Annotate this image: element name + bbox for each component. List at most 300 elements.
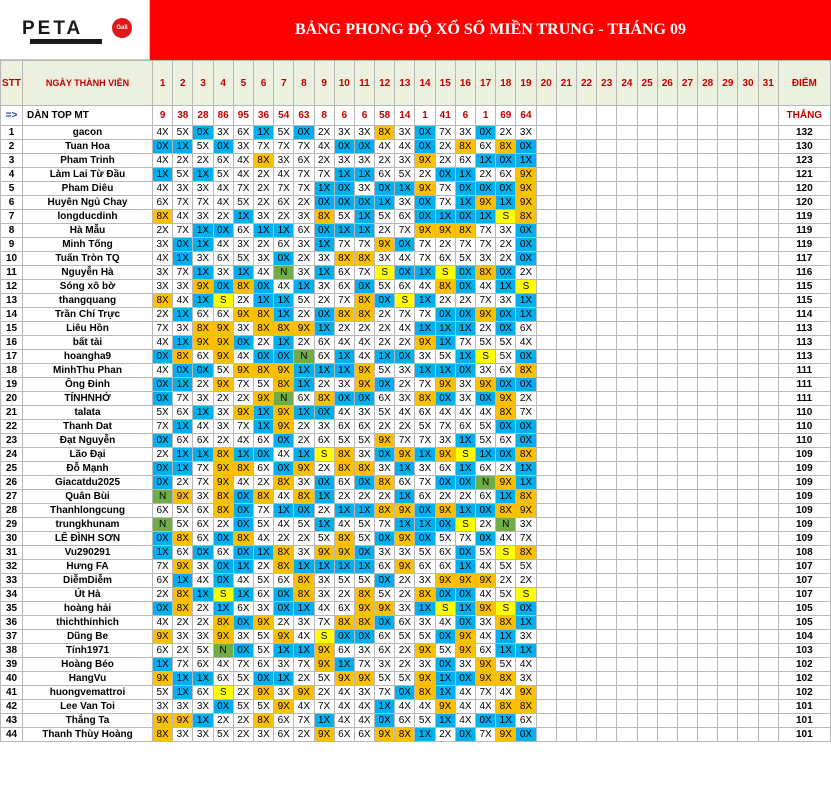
result-cell[interactable]: 9X bbox=[516, 182, 536, 196]
result-cell[interactable]: 8X bbox=[375, 476, 395, 490]
top-value[interactable]: 54 bbox=[274, 106, 294, 126]
result-cell[interactable]: 1X bbox=[334, 658, 354, 672]
result-cell[interactable]: 1X bbox=[375, 196, 395, 210]
result-cell[interactable]: 1X bbox=[395, 462, 415, 476]
result-cell[interactable] bbox=[677, 252, 697, 266]
result-cell[interactable] bbox=[556, 574, 576, 588]
result-cell[interactable] bbox=[576, 182, 596, 196]
result-cell[interactable] bbox=[738, 448, 758, 462]
result-cell[interactable] bbox=[597, 392, 617, 406]
result-cell[interactable] bbox=[738, 462, 758, 476]
result-cell[interactable] bbox=[617, 140, 637, 154]
result-cell[interactable]: 0X bbox=[435, 168, 455, 182]
result-cell[interactable]: 0X bbox=[253, 350, 273, 364]
result-cell[interactable] bbox=[617, 644, 637, 658]
result-cell[interactable]: 6X bbox=[496, 434, 516, 448]
result-cell[interactable] bbox=[576, 560, 596, 574]
result-cell[interactable]: 7X bbox=[415, 434, 435, 448]
result-cell[interactable]: 0X bbox=[516, 224, 536, 238]
result-cell[interactable] bbox=[556, 728, 576, 742]
result-cell[interactable] bbox=[657, 196, 677, 210]
result-cell[interactable]: 2X bbox=[294, 728, 314, 742]
result-cell[interactable] bbox=[698, 714, 718, 728]
result-cell[interactable]: 7X bbox=[193, 196, 213, 210]
result-cell[interactable]: 4X bbox=[274, 490, 294, 504]
result-cell[interactable]: 4X bbox=[173, 294, 193, 308]
result-cell[interactable] bbox=[657, 602, 677, 616]
result-cell[interactable]: 5X bbox=[375, 672, 395, 686]
result-cell[interactable]: 9X bbox=[314, 658, 334, 672]
header-day[interactable]: 13 bbox=[395, 61, 415, 106]
result-cell[interactable]: 3X bbox=[415, 616, 435, 630]
result-cell[interactable]: 9X bbox=[213, 350, 233, 364]
result-cell[interactable]: 8X bbox=[496, 616, 516, 630]
result-cell[interactable] bbox=[556, 434, 576, 448]
result-cell[interactable] bbox=[718, 224, 738, 238]
result-cell[interactable] bbox=[738, 350, 758, 364]
result-cell[interactable]: 0X bbox=[153, 602, 173, 616]
result-cell[interactable]: 6X bbox=[153, 196, 173, 210]
result-cell[interactable]: 5X bbox=[435, 532, 455, 546]
result-cell[interactable]: 4X bbox=[274, 168, 294, 182]
result-cell[interactable]: 1X bbox=[455, 196, 475, 210]
result-cell[interactable]: 4X bbox=[334, 336, 354, 350]
top-value[interactable]: 14 bbox=[395, 106, 415, 126]
result-cell[interactable]: N bbox=[153, 518, 173, 532]
result-cell[interactable]: 1X bbox=[455, 602, 475, 616]
result-cell[interactable]: 4X bbox=[153, 126, 173, 140]
header-day[interactable]: 5 bbox=[233, 61, 253, 106]
result-cell[interactable]: 2X bbox=[213, 392, 233, 406]
header-day[interactable]: 19 bbox=[516, 61, 536, 106]
header-day[interactable]: 14 bbox=[415, 61, 435, 106]
result-cell[interactable]: 4X bbox=[354, 336, 374, 350]
result-cell[interactable] bbox=[637, 602, 657, 616]
result-cell[interactable] bbox=[738, 392, 758, 406]
result-cell[interactable]: 7X bbox=[233, 420, 253, 434]
result-cell[interactable]: 0X bbox=[213, 224, 233, 238]
result-cell[interactable] bbox=[718, 532, 738, 546]
result-cell[interactable] bbox=[556, 336, 576, 350]
result-cell[interactable] bbox=[556, 126, 576, 140]
result-cell[interactable] bbox=[576, 518, 596, 532]
result-cell[interactable] bbox=[576, 546, 596, 560]
result-cell[interactable] bbox=[758, 518, 778, 532]
result-cell[interactable]: 2X bbox=[395, 378, 415, 392]
result-cell[interactable]: 0X bbox=[274, 588, 294, 602]
result-cell[interactable] bbox=[536, 308, 556, 322]
result-cell[interactable] bbox=[698, 658, 718, 672]
result-cell[interactable]: 6X bbox=[435, 560, 455, 574]
row-stt[interactable]: 20 bbox=[1, 392, 23, 406]
result-cell[interactable]: 3X bbox=[314, 420, 334, 434]
result-cell[interactable] bbox=[556, 364, 576, 378]
result-cell[interactable] bbox=[637, 616, 657, 630]
result-cell[interactable]: S bbox=[213, 686, 233, 700]
result-cell[interactable] bbox=[718, 462, 738, 476]
result-cell[interactable] bbox=[556, 644, 576, 658]
result-cell[interactable]: 1X bbox=[516, 294, 536, 308]
result-cell[interactable]: 8X bbox=[173, 350, 193, 364]
result-cell[interactable]: 0X bbox=[516, 252, 536, 266]
result-cell[interactable]: 9X bbox=[516, 686, 536, 700]
result-cell[interactable] bbox=[758, 252, 778, 266]
result-cell[interactable]: 6X bbox=[516, 714, 536, 728]
result-cell[interactable]: 9X bbox=[476, 378, 496, 392]
result-cell[interactable]: 0X bbox=[193, 546, 213, 560]
result-cell[interactable]: 4X bbox=[233, 168, 253, 182]
result-cell[interactable]: 1X bbox=[173, 448, 193, 462]
result-cell[interactable]: 3X bbox=[516, 126, 536, 140]
result-cell[interactable] bbox=[677, 658, 697, 672]
result-cell[interactable]: 6X bbox=[193, 434, 213, 448]
result-cell[interactable]: 6X bbox=[334, 728, 354, 742]
result-cell[interactable] bbox=[677, 546, 697, 560]
result-cell[interactable] bbox=[576, 714, 596, 728]
result-cell[interactable]: 2X bbox=[314, 462, 334, 476]
row-member-name[interactable]: Huyên Ngủ Chay bbox=[23, 196, 153, 210]
result-cell[interactable]: 6X bbox=[496, 364, 516, 378]
result-cell[interactable]: 1X bbox=[395, 518, 415, 532]
result-cell[interactable]: S bbox=[496, 602, 516, 616]
result-cell[interactable]: 8X bbox=[516, 546, 536, 560]
result-cell[interactable]: 8X bbox=[354, 294, 374, 308]
result-cell[interactable]: 2X bbox=[496, 238, 516, 252]
result-cell[interactable] bbox=[738, 224, 758, 238]
result-cell[interactable] bbox=[758, 546, 778, 560]
row-member-name[interactable]: hoàng hải bbox=[23, 602, 153, 616]
result-cell[interactable]: 9X bbox=[415, 224, 435, 238]
row-member-name[interactable]: Tính1971 bbox=[23, 644, 153, 658]
result-cell[interactable]: 0X bbox=[455, 280, 475, 294]
result-cell[interactable] bbox=[758, 448, 778, 462]
result-cell[interactable] bbox=[677, 616, 697, 630]
result-cell[interactable]: 9X bbox=[294, 686, 314, 700]
result-cell[interactable]: 6X bbox=[233, 126, 253, 140]
result-cell[interactable]: 7X bbox=[314, 616, 334, 630]
result-cell[interactable] bbox=[536, 490, 556, 504]
result-cell[interactable] bbox=[718, 196, 738, 210]
result-cell[interactable]: 7X bbox=[476, 238, 496, 252]
result-cell[interactable] bbox=[698, 560, 718, 574]
result-cell[interactable]: 9X bbox=[395, 560, 415, 574]
result-cell[interactable] bbox=[617, 210, 637, 224]
row-member-name[interactable]: trungkhunam bbox=[23, 518, 153, 532]
result-cell[interactable] bbox=[597, 182, 617, 196]
row-stt[interactable]: 38 bbox=[1, 644, 23, 658]
result-cell[interactable]: 3X bbox=[213, 420, 233, 434]
header-day[interactable]: 6 bbox=[253, 61, 273, 106]
result-cell[interactable]: 3X bbox=[294, 266, 314, 280]
result-cell[interactable]: 6X bbox=[253, 588, 273, 602]
result-cell[interactable]: 8X bbox=[334, 252, 354, 266]
result-cell[interactable] bbox=[657, 336, 677, 350]
result-cell[interactable] bbox=[677, 364, 697, 378]
result-cell[interactable] bbox=[576, 658, 596, 672]
result-cell[interactable]: 8X bbox=[193, 322, 213, 336]
result-cell[interactable]: 6X bbox=[253, 658, 273, 672]
result-cell[interactable] bbox=[698, 154, 718, 168]
result-cell[interactable] bbox=[718, 644, 738, 658]
result-cell[interactable]: 7X bbox=[435, 126, 455, 140]
result-cell[interactable] bbox=[698, 588, 718, 602]
result-cell[interactable]: 2X bbox=[294, 532, 314, 546]
result-cell[interactable] bbox=[657, 504, 677, 518]
result-cell[interactable]: 2X bbox=[314, 504, 334, 518]
result-cell[interactable] bbox=[576, 686, 596, 700]
result-cell[interactable]: 2X bbox=[395, 644, 415, 658]
result-cell[interactable] bbox=[617, 308, 637, 322]
result-cell[interactable]: 3X bbox=[253, 210, 273, 224]
result-cell[interactable] bbox=[677, 476, 697, 490]
result-cell[interactable]: 0X bbox=[496, 154, 516, 168]
result-cell[interactable] bbox=[597, 574, 617, 588]
row-stt[interactable]: 34 bbox=[1, 588, 23, 602]
result-cell[interactable]: 4X bbox=[334, 686, 354, 700]
result-cell[interactable]: 0X bbox=[516, 728, 536, 742]
result-cell[interactable] bbox=[637, 252, 657, 266]
result-cell[interactable] bbox=[657, 280, 677, 294]
result-cell[interactable]: 5X bbox=[213, 364, 233, 378]
result-cell[interactable]: 9X bbox=[173, 714, 193, 728]
result-cell[interactable] bbox=[698, 700, 718, 714]
row-stt[interactable]: 24 bbox=[1, 448, 23, 462]
result-cell[interactable]: 2X bbox=[334, 322, 354, 336]
result-cell[interactable] bbox=[738, 182, 758, 196]
result-cell[interactable] bbox=[637, 294, 657, 308]
result-cell[interactable]: 7X bbox=[395, 308, 415, 322]
row-stt[interactable]: 39 bbox=[1, 658, 23, 672]
result-cell[interactable] bbox=[637, 490, 657, 504]
result-cell[interactable]: 5X bbox=[375, 406, 395, 420]
result-cell[interactable] bbox=[718, 630, 738, 644]
result-cell[interactable]: 8X bbox=[516, 700, 536, 714]
result-cell[interactable] bbox=[617, 168, 637, 182]
result-cell[interactable]: 3X bbox=[193, 700, 213, 714]
result-cell[interactable]: 9X bbox=[395, 532, 415, 546]
row-points[interactable]: 102 bbox=[778, 672, 830, 686]
result-cell[interactable]: 0X bbox=[354, 392, 374, 406]
result-cell[interactable] bbox=[597, 700, 617, 714]
result-cell[interactable]: 1X bbox=[253, 224, 273, 238]
result-cell[interactable]: 1X bbox=[516, 462, 536, 476]
result-cell[interactable]: 0X bbox=[314, 224, 334, 238]
result-cell[interactable]: 0X bbox=[415, 210, 435, 224]
top-value[interactable] bbox=[758, 106, 778, 126]
result-cell[interactable]: 2X bbox=[233, 728, 253, 742]
row-stt[interactable]: 32 bbox=[1, 560, 23, 574]
result-cell[interactable]: 1X bbox=[253, 126, 273, 140]
result-cell[interactable] bbox=[637, 630, 657, 644]
row-member-name[interactable]: Tuấn Tròn TQ bbox=[23, 252, 153, 266]
result-cell[interactable] bbox=[637, 406, 657, 420]
result-cell[interactable] bbox=[698, 238, 718, 252]
result-cell[interactable]: 6X bbox=[153, 574, 173, 588]
result-cell[interactable] bbox=[738, 658, 758, 672]
result-cell[interactable]: 6X bbox=[334, 280, 354, 294]
result-cell[interactable] bbox=[637, 392, 657, 406]
result-cell[interactable]: 1X bbox=[314, 560, 334, 574]
result-cell[interactable] bbox=[657, 462, 677, 476]
result-cell[interactable]: 0X bbox=[233, 504, 253, 518]
result-cell[interactable] bbox=[536, 196, 556, 210]
result-cell[interactable]: 0X bbox=[476, 504, 496, 518]
top-value[interactable]: 6 bbox=[354, 106, 374, 126]
result-cell[interactable] bbox=[617, 700, 637, 714]
result-cell[interactable]: 4X bbox=[173, 210, 193, 224]
row-member-name[interactable]: thichthinhich bbox=[23, 616, 153, 630]
result-cell[interactable]: 5X bbox=[274, 126, 294, 140]
result-cell[interactable]: 3X bbox=[193, 630, 213, 644]
header-day[interactable]: 15 bbox=[435, 61, 455, 106]
result-cell[interactable] bbox=[657, 294, 677, 308]
top-value[interactable]: 38 bbox=[173, 106, 193, 126]
result-cell[interactable]: 8X bbox=[274, 476, 294, 490]
row-points[interactable]: 130 bbox=[778, 140, 830, 154]
result-cell[interactable] bbox=[536, 406, 556, 420]
result-cell[interactable] bbox=[556, 350, 576, 364]
result-cell[interactable]: 2X bbox=[173, 154, 193, 168]
result-cell[interactable] bbox=[617, 602, 637, 616]
result-cell[interactable]: 7X bbox=[193, 476, 213, 490]
result-cell[interactable]: 3X bbox=[455, 392, 475, 406]
result-cell[interactable]: 8X bbox=[496, 406, 516, 420]
result-cell[interactable]: 0X bbox=[375, 714, 395, 728]
result-cell[interactable]: 6X bbox=[274, 196, 294, 210]
result-cell[interactable] bbox=[536, 252, 556, 266]
result-cell[interactable]: 2X bbox=[435, 154, 455, 168]
result-cell[interactable]: 2X bbox=[253, 168, 273, 182]
result-cell[interactable] bbox=[738, 420, 758, 434]
result-cell[interactable]: S bbox=[516, 588, 536, 602]
result-cell[interactable] bbox=[718, 294, 738, 308]
result-cell[interactable] bbox=[698, 294, 718, 308]
top-value[interactable] bbox=[698, 106, 718, 126]
result-cell[interactable]: 9X bbox=[274, 700, 294, 714]
result-cell[interactable] bbox=[657, 616, 677, 630]
result-cell[interactable]: 0X bbox=[455, 210, 475, 224]
result-cell[interactable]: 6X bbox=[294, 154, 314, 168]
top-value[interactable] bbox=[597, 106, 617, 126]
result-cell[interactable] bbox=[536, 574, 556, 588]
result-cell[interactable]: 5X bbox=[153, 406, 173, 420]
result-cell[interactable]: 5X bbox=[375, 280, 395, 294]
result-cell[interactable]: 6X bbox=[253, 462, 273, 476]
result-cell[interactable]: 9X bbox=[213, 336, 233, 350]
result-cell[interactable]: 4X bbox=[213, 658, 233, 672]
result-cell[interactable]: 5X bbox=[173, 126, 193, 140]
result-cell[interactable]: 2X bbox=[314, 378, 334, 392]
result-cell[interactable] bbox=[637, 196, 657, 210]
result-cell[interactable] bbox=[637, 574, 657, 588]
result-cell[interactable]: 3X bbox=[294, 210, 314, 224]
result-cell[interactable]: 4X bbox=[274, 280, 294, 294]
result-cell[interactable]: S bbox=[455, 518, 475, 532]
result-cell[interactable] bbox=[617, 196, 637, 210]
result-cell[interactable] bbox=[637, 686, 657, 700]
result-cell[interactable]: 1X bbox=[455, 168, 475, 182]
row-stt[interactable]: 5 bbox=[1, 182, 23, 196]
result-cell[interactable]: 7X bbox=[415, 378, 435, 392]
result-cell[interactable]: 6X bbox=[153, 504, 173, 518]
result-cell[interactable] bbox=[576, 392, 596, 406]
result-cell[interactable]: 3X bbox=[193, 252, 213, 266]
result-cell[interactable] bbox=[617, 504, 637, 518]
result-cell[interactable]: 4X bbox=[476, 630, 496, 644]
row-points[interactable]: 101 bbox=[778, 714, 830, 728]
row-stt[interactable]: 4 bbox=[1, 168, 23, 182]
result-cell[interactable] bbox=[758, 182, 778, 196]
result-cell[interactable] bbox=[536, 322, 556, 336]
result-cell[interactable] bbox=[657, 728, 677, 742]
result-cell[interactable]: 1X bbox=[496, 630, 516, 644]
result-cell[interactable]: 0X bbox=[213, 700, 233, 714]
result-cell[interactable] bbox=[556, 490, 576, 504]
result-cell[interactable]: 6X bbox=[213, 546, 233, 560]
top-value[interactable] bbox=[657, 106, 677, 126]
result-cell[interactable] bbox=[536, 504, 556, 518]
result-cell[interactable]: 1X bbox=[233, 210, 253, 224]
result-cell[interactable]: 7X bbox=[455, 532, 475, 546]
result-cell[interactable]: 2X bbox=[435, 490, 455, 504]
result-cell[interactable]: 1X bbox=[274, 644, 294, 658]
result-cell[interactable]: 1X bbox=[435, 336, 455, 350]
result-cell[interactable] bbox=[617, 714, 637, 728]
result-cell[interactable] bbox=[738, 196, 758, 210]
top-value[interactable] bbox=[738, 106, 758, 126]
result-cell[interactable] bbox=[677, 630, 697, 644]
result-cell[interactable] bbox=[738, 154, 758, 168]
result-cell[interactable] bbox=[718, 252, 738, 266]
result-cell[interactable] bbox=[556, 476, 576, 490]
result-cell[interactable] bbox=[698, 126, 718, 140]
header-day[interactable]: 7 bbox=[274, 61, 294, 106]
result-cell[interactable]: 5X bbox=[395, 672, 415, 686]
result-cell[interactable]: 1X bbox=[314, 182, 334, 196]
result-cell[interactable]: 1X bbox=[415, 364, 435, 378]
result-cell[interactable]: 7X bbox=[415, 308, 435, 322]
result-cell[interactable]: 5X bbox=[415, 630, 435, 644]
result-cell[interactable]: 6X bbox=[314, 336, 334, 350]
result-cell[interactable]: 1X bbox=[415, 602, 435, 616]
result-cell[interactable] bbox=[718, 560, 738, 574]
result-cell[interactable] bbox=[637, 518, 657, 532]
result-cell[interactable]: 0X bbox=[375, 182, 395, 196]
result-cell[interactable]: 1X bbox=[354, 560, 374, 574]
result-cell[interactable]: 9X bbox=[375, 238, 395, 252]
result-cell[interactable] bbox=[677, 308, 697, 322]
row-points[interactable]: 111 bbox=[778, 392, 830, 406]
result-cell[interactable]: 3X bbox=[375, 252, 395, 266]
result-cell[interactable]: 0X bbox=[274, 434, 294, 448]
result-cell[interactable]: 7X bbox=[153, 560, 173, 574]
result-cell[interactable]: 9X bbox=[193, 280, 213, 294]
result-cell[interactable]: 5X bbox=[294, 518, 314, 532]
result-cell[interactable]: 9X bbox=[435, 448, 455, 462]
result-cell[interactable]: 8X bbox=[375, 126, 395, 140]
row-member-name[interactable]: Thanh Dat bbox=[23, 420, 153, 434]
row-stt[interactable]: 29 bbox=[1, 518, 23, 532]
result-cell[interactable]: 6X bbox=[274, 574, 294, 588]
result-cell[interactable] bbox=[657, 322, 677, 336]
result-cell[interactable] bbox=[597, 336, 617, 350]
result-cell[interactable] bbox=[738, 364, 758, 378]
result-cell[interactable] bbox=[536, 532, 556, 546]
result-cell[interactable] bbox=[617, 154, 637, 168]
result-cell[interactable]: N bbox=[294, 350, 314, 364]
result-cell[interactable]: 9X bbox=[375, 434, 395, 448]
result-cell[interactable] bbox=[576, 266, 596, 280]
